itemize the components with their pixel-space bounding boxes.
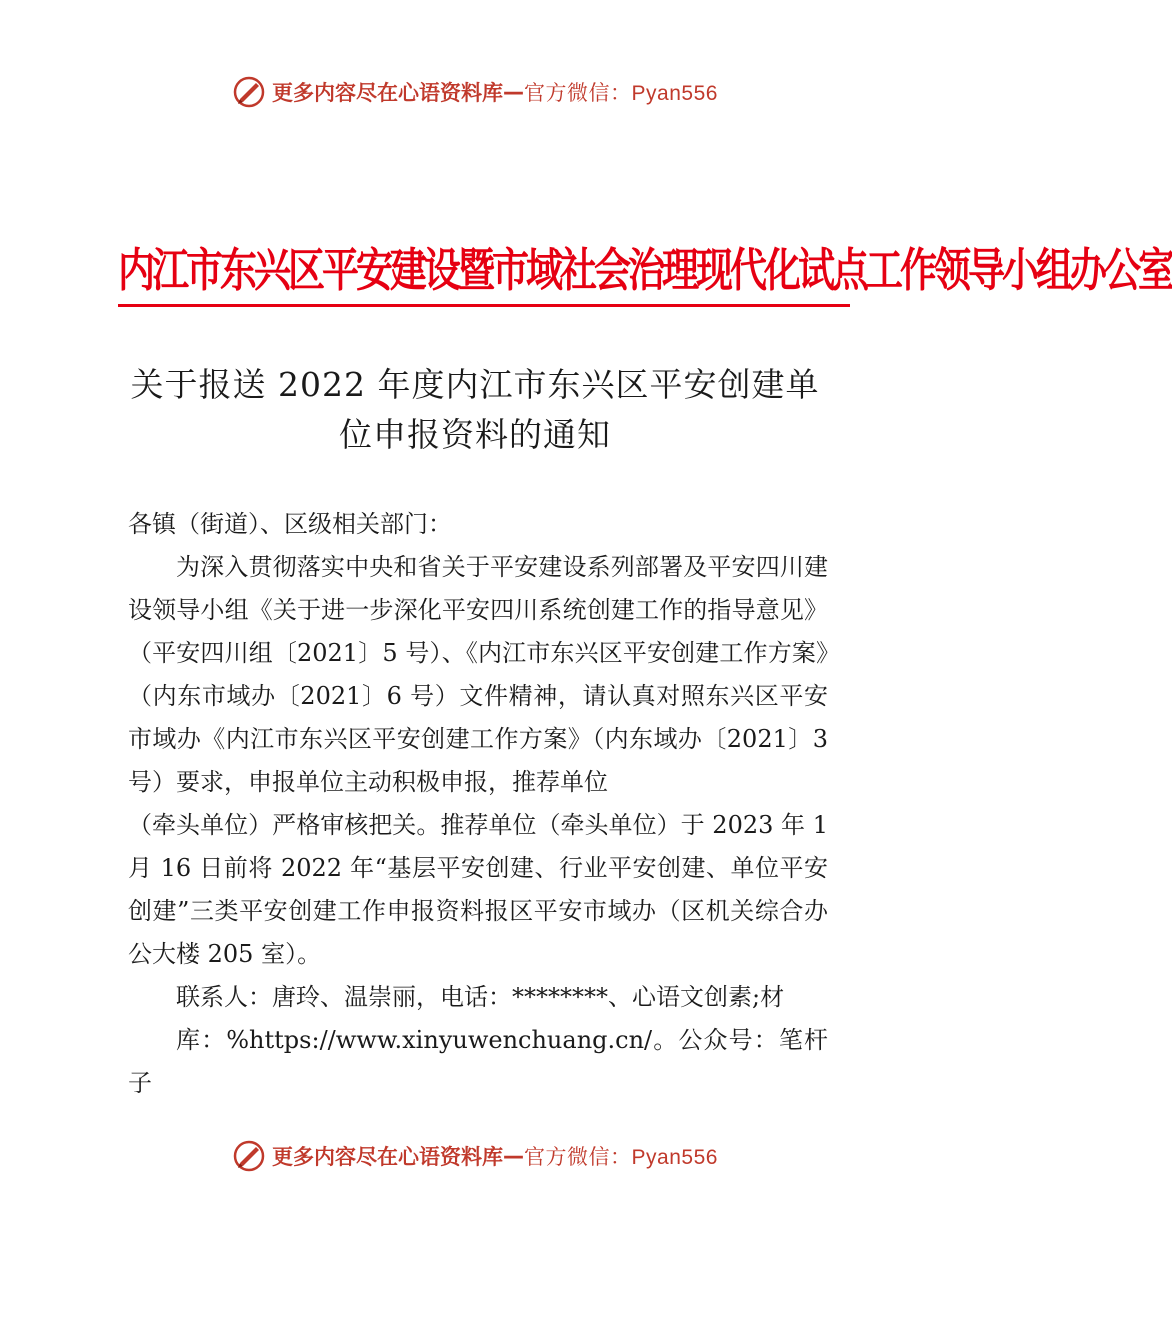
title-line-1: 关于报送 2022 年度内江市东兴区平安创建单 <box>130 365 820 404</box>
pen-logo-icon <box>232 1139 266 1173</box>
top-banner <box>0 72 950 112</box>
banner-text: 更多内容尽在心语资料库 <box>272 1145 504 1169</box>
org-header: 内江市东兴区平安建设暨市域社会治理现代化试点工作领导小组办公室 <box>118 243 1172 297</box>
contact-line-1: 联系人：唐玲、温崇丽，电话：********、心语文创素;材 <box>176 983 785 1011</box>
banner-text: 更多内容尽在心语资料库 <box>272 81 504 105</box>
document-title <box>115 360 835 460</box>
document-body <box>128 503 828 1105</box>
pen-logo-icon <box>232 75 266 109</box>
banner-dash: — <box>503 1144 525 1168</box>
banner-wechat: 官方微信：Pyan556 <box>524 82 718 105</box>
paragraph-2: （牵头单位）严格审核把关。推荐单位（牵头单位）于 2023 年 1 月 16 日前将 2022 年“基层平安创建、行业平安创建、单位平安创建”三类平安创建工作申报资料报区平安市域办（区机关综合办公大楼 205 室）。 <box>128 811 828 968</box>
bottom-banner <box>0 1136 950 1176</box>
salutation: 各镇（街道）、区级相关部门： <box>128 510 452 538</box>
banner-dash: — <box>503 80 525 104</box>
title-line-2: 位申报资料的通知 <box>339 415 611 454</box>
contact-line-2: 库：%https://www.xinyuwenchuang.cn/。公众号：笔杆子 <box>128 1026 828 1097</box>
banner-wechat: 官方微信：Pyan556 <box>524 1146 718 1169</box>
red-divider <box>118 304 850 307</box>
paragraph-1: 为深入贯彻落实中央和省关于平安建设系列部署及平安四川建设领导小组《关于进一步深化平安四川系统创建工作的指导意见》（平安四川组〔2021〕5 号）、《内江市东兴区平安创建工作方案》（内东市域办〔2021〕6 号）文件精神，请认真对照东兴区平安市域办《内江市东兴区平安创建工作方案》（内东域办〔2021〕3 号）要求，申报单位主动积极申报，推荐单位 <box>128 553 828 796</box>
